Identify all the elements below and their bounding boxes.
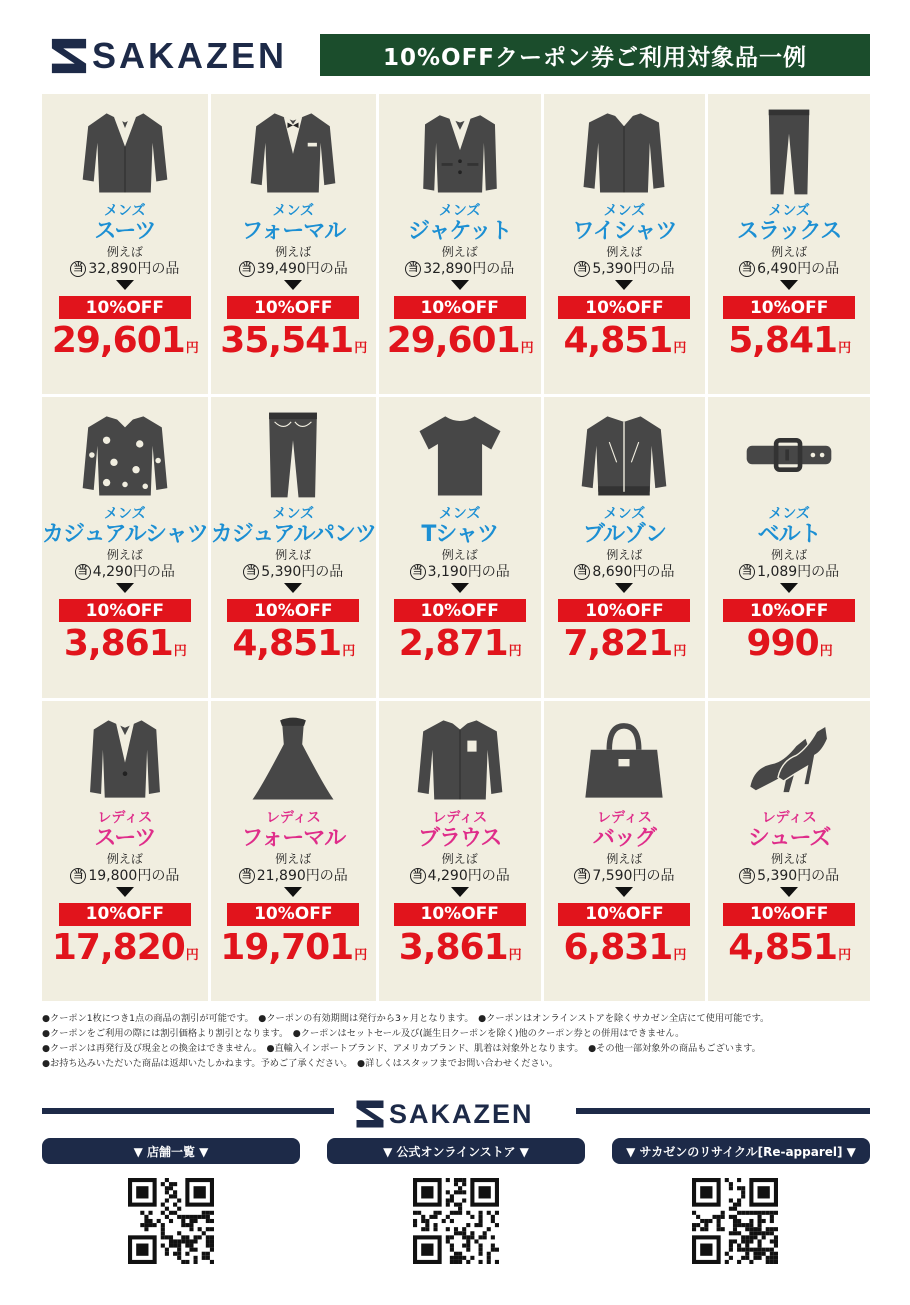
original-price	[239, 260, 348, 278]
item-name: スーツ	[94, 219, 156, 244]
price-mark-icon: 当	[410, 868, 426, 884]
price-mark-icon: 当	[574, 564, 590, 580]
original-price-value: 4,290円の品	[427, 867, 510, 884]
original-price	[739, 867, 839, 885]
down-arrow-icon	[284, 583, 302, 593]
recycle-link[interactable]: ▼ サカゼンのリサイクル[Re-apparel] ▼	[612, 1138, 870, 1164]
down-arrow-icon	[780, 887, 798, 897]
coupon-item-card	[42, 701, 208, 1001]
item-category: メンズ	[272, 203, 315, 219]
down-arrow-icon	[615, 583, 633, 593]
yen-unit: 円	[838, 947, 851, 963]
discount-badge: 10%OFF	[59, 296, 191, 319]
item-category: メンズ	[768, 506, 810, 523]
discount-badge: 10%OFF	[59, 903, 191, 926]
coupon-item-card	[379, 397, 541, 697]
item-name: カジュアルシャツ	[42, 522, 208, 548]
example-label: 例えば	[771, 245, 808, 259]
original-price-value: 6,490円の品	[757, 261, 840, 277]
item-image	[42, 701, 208, 809]
discounted-price-value: 4,851	[563, 320, 673, 361]
original-price-value: 32,890円の品	[88, 261, 180, 277]
original-price-value: 5,390円の品	[261, 564, 344, 581]
brand-name: SAKAZEN	[92, 35, 288, 76]
item-category: メンズ	[438, 203, 481, 219]
discounted-price	[52, 319, 198, 371]
belt-icon	[734, 409, 844, 501]
original-price	[739, 563, 839, 581]
item-name: ブラウス	[418, 825, 502, 851]
item-name: シューズ	[747, 825, 831, 851]
original-price-value: 21,890円の品	[256, 867, 348, 884]
original-price-value: 3,190円の品	[427, 564, 510, 581]
discount-badge: 10%OFF	[394, 903, 526, 926]
item-image	[708, 94, 870, 202]
item-category: レディス	[596, 809, 652, 826]
discount-badge: 10%OFF	[723, 296, 855, 319]
item-image	[379, 94, 541, 202]
price-mark-icon: 当	[739, 261, 755, 277]
down-arrow-icon	[451, 280, 469, 290]
down-arrow-icon	[116, 280, 134, 290]
example-label: 例えば	[606, 245, 643, 259]
item-category: レディス	[97, 809, 153, 826]
example-label: 例えば	[771, 851, 808, 866]
footer-brand-logo	[355, 1094, 534, 1134]
item-image	[544, 94, 706, 202]
discounted-price	[232, 622, 354, 674]
price-mark-icon: 当	[239, 261, 255, 277]
down-arrow-icon	[284, 887, 302, 897]
example-label: 例えば	[441, 851, 478, 866]
yen-unit: 円	[673, 341, 686, 356]
yen-unit: 円	[838, 341, 851, 356]
tuxedo-icon	[238, 106, 348, 198]
womens-suit-icon	[70, 713, 180, 805]
blazer-icon	[405, 106, 515, 198]
item-category: レディス	[265, 809, 321, 826]
price-mark-icon: 当	[239, 868, 255, 884]
item-name: カジュアルパンツ	[210, 522, 376, 548]
original-price-value: 19,800円の品	[88, 867, 180, 884]
coupon-item-card	[211, 397, 376, 697]
yen-unit: 円	[520, 341, 533, 356]
down-arrow-icon	[116, 887, 134, 897]
yen-unit: 円	[354, 341, 367, 356]
item-image	[708, 397, 870, 505]
original-price	[70, 260, 179, 278]
item-name: ブルゾン	[582, 522, 666, 548]
discounted-price-value: 3,861	[398, 926, 508, 968]
discount-badge: 10%OFF	[227, 296, 359, 319]
item-image	[544, 701, 706, 809]
discounted-price-value: 2,871	[398, 623, 508, 665]
qr-code-icon[interactable]	[413, 1178, 499, 1264]
jeans-icon	[238, 409, 348, 501]
original-price-value: 8,690円の品	[592, 564, 675, 581]
qr-code-icon[interactable]	[692, 1178, 778, 1264]
note-line: ●クーポンをご利用の際には割引価格より割引となります。 ●クーポンはセットセール及び(誕生日クーポンを除く)他のクーポン券との併用はできません。	[42, 1028, 685, 1039]
dress-shirt-icon	[569, 106, 679, 198]
yen-unit: 円	[673, 644, 686, 660]
discounted-price	[64, 622, 186, 674]
discount-badge: 10%OFF	[558, 296, 690, 319]
original-price	[410, 563, 510, 581]
store-list-link[interactable]: ▼ 店舗一覧 ▼	[42, 1138, 300, 1164]
discounted-price	[747, 622, 832, 674]
original-price	[574, 260, 674, 278]
note-line: ●クーポン1枚につき1点の商品の割引が可能です。 ●クーポンの有効期間は発行から3ヶ月となります。 ●クーポンはオンラインストアを除くサカゼン全店にて使用可能です。	[42, 1013, 770, 1024]
polka-dot-shirt-icon	[70, 409, 180, 501]
original-price	[405, 260, 514, 278]
example-label: 例えば	[606, 851, 643, 866]
down-arrow-icon	[780, 280, 798, 290]
down-arrow-icon	[615, 280, 633, 290]
suit-jacket-icon	[70, 106, 180, 198]
item-image	[211, 397, 376, 505]
yen-unit: 円	[185, 947, 198, 963]
example-label: 例えば	[441, 245, 478, 259]
item-category: メンズ	[768, 203, 810, 219]
down-arrow-icon	[116, 583, 134, 593]
item-image	[379, 397, 541, 505]
item-name: バッグ	[592, 825, 656, 851]
coupon-item-card	[708, 94, 870, 394]
original-price-value: 1,089円の品	[757, 564, 840, 581]
original-price-value: 4,290円の品	[92, 564, 175, 581]
coupon-item-card	[544, 701, 706, 1001]
discounted-price-value: 4,851	[728, 926, 838, 968]
original-price-value: 39,490円の品	[256, 261, 348, 277]
slacks-icon	[734, 106, 844, 198]
discounted-price	[220, 319, 366, 371]
price-mark-icon: 当	[75, 564, 91, 580]
coupon-item-card	[544, 397, 706, 697]
discount-badge: 10%OFF	[558, 903, 690, 926]
item-category: メンズ	[603, 506, 646, 523]
footer-divider-right	[576, 1108, 870, 1114]
price-mark-icon: 当	[739, 868, 755, 884]
sakazen-logo-icon	[50, 37, 88, 75]
example-label: 例えば	[275, 245, 312, 259]
original-price	[70, 867, 179, 885]
original-price	[739, 260, 839, 278]
example-label: 例えば	[275, 548, 312, 563]
yen-unit: 円	[354, 947, 367, 963]
item-category: メンズ	[104, 506, 146, 523]
yen-unit: 円	[673, 947, 686, 963]
example-label: 例えば	[771, 548, 808, 563]
item-category: メンズ	[438, 506, 481, 523]
item-name: Tシャツ	[421, 522, 498, 548]
discount-badge: 10%OFF	[394, 599, 526, 622]
down-arrow-icon	[615, 887, 633, 897]
down-arrow-icon	[780, 583, 798, 593]
price-mark-icon: 当	[243, 564, 259, 580]
coupon-item-card	[42, 94, 208, 394]
note-line: ●クーポンは再発行及び現金との換金はできません。 ●直輸入インポートブランド、アメリカブランド、肌着は対象外となります。 ●その他一部対象外の商品もございます。	[42, 1043, 761, 1054]
discounted-price-value: 29,601	[386, 320, 520, 361]
dress-icon	[238, 713, 348, 805]
item-category: メンズ	[272, 506, 315, 523]
down-arrow-icon	[451, 583, 469, 593]
discount-badge: 10%OFF	[227, 599, 359, 622]
price-mark-icon: 当	[574, 261, 590, 277]
example-label: 例えば	[106, 245, 143, 259]
discounted-price	[52, 926, 198, 978]
price-mark-icon: 当	[70, 868, 86, 884]
discounted-price-value: 7,821	[563, 623, 673, 665]
discounted-price	[563, 622, 685, 674]
original-price	[574, 867, 674, 885]
yen-unit: 円	[819, 644, 832, 660]
discounted-price-value: 6,831	[563, 926, 673, 968]
discounted-price	[387, 319, 533, 371]
footer-divider-left	[42, 1108, 334, 1114]
discounted-price-value: 29,601	[51, 320, 185, 361]
item-category: レディス	[432, 809, 488, 826]
item-category: レディス	[761, 809, 817, 826]
item-name: スラックス	[736, 219, 842, 244]
discounted-price	[563, 926, 685, 978]
item-name: ジャケット	[407, 219, 512, 244]
original-price	[75, 563, 175, 581]
blouson-icon	[569, 409, 679, 501]
discount-badge: 10%OFF	[59, 599, 191, 622]
coupon-items-grid	[42, 94, 870, 1001]
yen-unit: 円	[508, 947, 521, 963]
down-arrow-icon	[284, 280, 302, 290]
item-name: フォーマル	[241, 219, 346, 244]
discount-badge: 10%OFF	[723, 903, 855, 926]
discount-badge: 10%OFF	[723, 599, 855, 622]
discounted-price	[220, 926, 366, 978]
yen-unit: 円	[342, 644, 355, 660]
discount-badge: 10%OFF	[394, 296, 526, 319]
qr-code-icon[interactable]	[128, 1178, 214, 1264]
example-label: 例えば	[441, 548, 478, 563]
sakazen-logo-icon	[355, 1099, 385, 1129]
discounted-price-value: 990	[746, 623, 819, 665]
original-price	[574, 563, 674, 581]
coupon-item-card	[379, 701, 541, 1001]
item-category: メンズ	[603, 203, 646, 219]
discounted-price-value: 35,541	[220, 320, 354, 361]
brand-logo	[50, 36, 287, 76]
item-image	[211, 94, 376, 202]
high-heels-icon	[734, 713, 844, 805]
item-name: スーツ	[94, 825, 156, 851]
coupon-item-card	[708, 701, 870, 1001]
discounted-price	[399, 622, 521, 674]
price-mark-icon: 当	[70, 261, 86, 277]
item-image	[211, 701, 376, 809]
discounted-price-value: 5,841	[728, 320, 838, 361]
coupon-banner-title: 10%OFFクーポン券ご利用対象品一例	[320, 34, 870, 76]
discounted-price	[399, 926, 521, 978]
discount-badge: 10%OFF	[558, 599, 690, 622]
coupon-item-card	[544, 94, 706, 394]
item-image	[544, 397, 706, 505]
online-store-link[interactable]: ▼ 公式オンラインストア ▼	[327, 1138, 585, 1164]
yen-unit: 円	[173, 644, 186, 660]
discounted-price-value: 3,861	[63, 623, 173, 665]
original-price-value: 5,390円の品	[592, 261, 675, 277]
original-price	[410, 867, 510, 885]
discounted-price-value: 4,851	[232, 623, 342, 665]
item-image	[42, 397, 208, 505]
item-category: メンズ	[104, 203, 146, 219]
item-image	[379, 701, 541, 809]
price-mark-icon: 当	[739, 564, 755, 580]
discount-badge: 10%OFF	[227, 903, 359, 926]
price-mark-icon: 当	[574, 868, 590, 884]
item-image	[42, 94, 208, 202]
coupon-item-card	[708, 397, 870, 697]
example-label: 例えば	[106, 548, 143, 563]
footer-brand-name: SAKAZEN	[389, 1098, 534, 1129]
yen-unit: 円	[508, 644, 521, 660]
handbag-icon	[569, 713, 679, 805]
discounted-price	[728, 926, 850, 978]
coupon-notes	[42, 1011, 870, 1071]
blouse-icon	[405, 713, 515, 805]
note-line: ●お持ち込みいただいた商品は返却いたしかねます。予めご了承ください。 ●詳しくはスタッフまでお問い合わせください。	[42, 1058, 559, 1069]
item-name: ワイシャツ	[572, 219, 677, 244]
price-mark-icon: 当	[405, 261, 421, 277]
coupon-item-card	[211, 701, 376, 1001]
item-name: ベルト	[757, 522, 821, 548]
original-price-value: 32,890円の品	[423, 261, 515, 277]
down-arrow-icon	[451, 887, 469, 897]
item-name: フォーマル	[241, 825, 346, 851]
example-label: 例えば	[606, 548, 643, 563]
original-price-value: 5,390円の品	[757, 867, 840, 884]
discounted-price-value: 17,820	[51, 926, 185, 968]
example-label: 例えば	[106, 851, 143, 866]
price-mark-icon: 当	[410, 564, 426, 580]
discounted-price	[563, 319, 685, 371]
example-label: 例えば	[275, 851, 312, 866]
original-price-value: 7,590円の品	[592, 867, 675, 884]
header	[42, 34, 870, 78]
coupon-item-card	[42, 397, 208, 697]
coupon-item-card	[379, 94, 541, 394]
yen-unit: 円	[185, 341, 198, 356]
original-price	[239, 867, 348, 885]
original-price	[243, 563, 343, 581]
item-image	[708, 701, 870, 809]
t-shirt-icon	[405, 409, 515, 501]
discounted-price	[728, 319, 850, 371]
discounted-price-value: 19,701	[220, 926, 354, 968]
coupon-item-card	[211, 94, 376, 394]
